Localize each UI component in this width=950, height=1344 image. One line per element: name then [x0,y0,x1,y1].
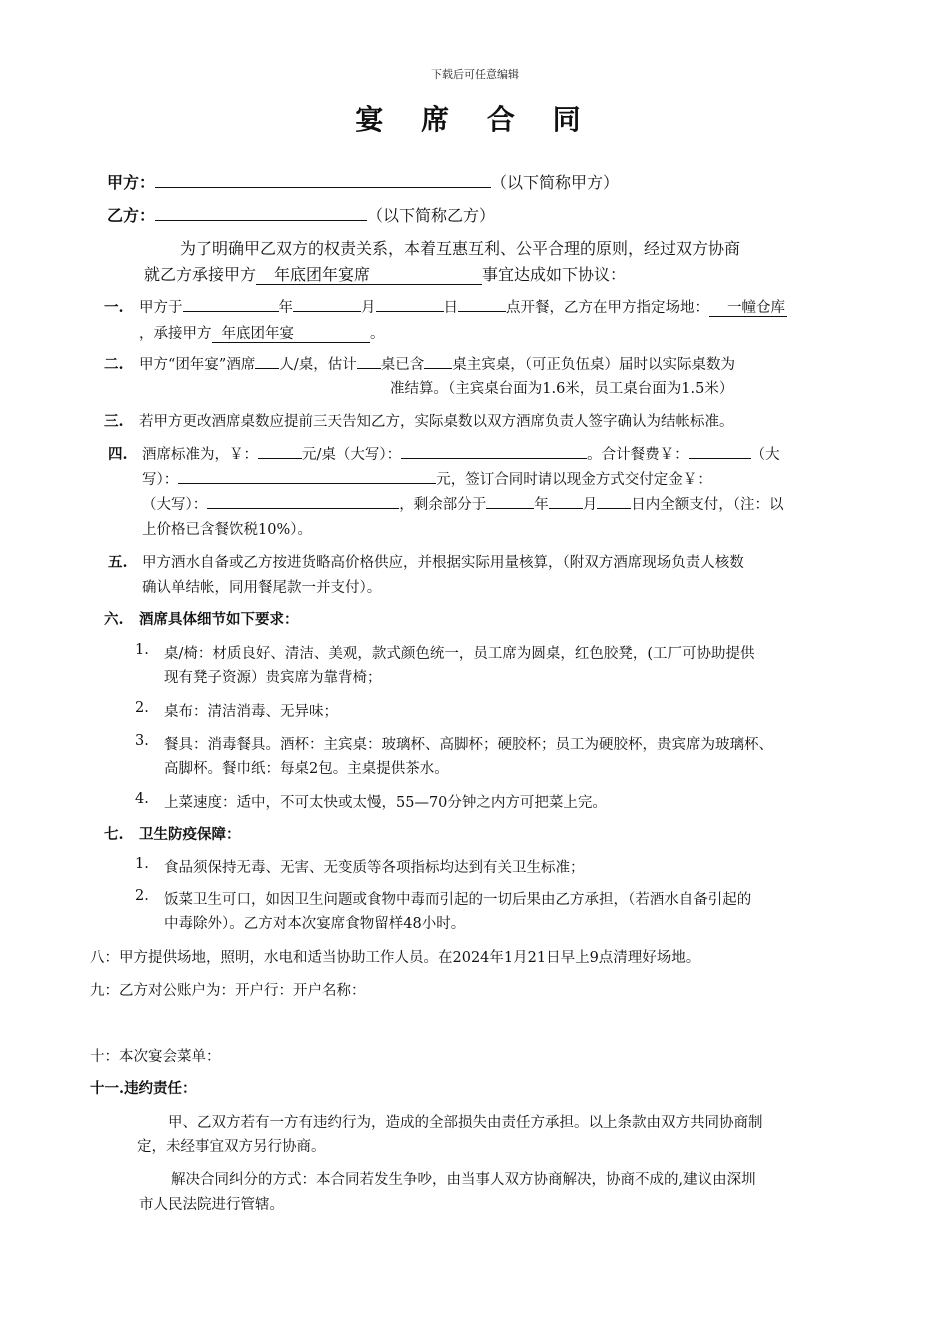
clause-1-day-blank[interactable] [376,296,444,312]
party-b-label: 乙方： [107,206,156,225]
clause-4-line-3 [142,493,784,514]
clause-6-item-1-line-2: 现有凳子资源）贵宾席为靠背椅； [164,670,382,686]
clause-3-number: 三. [104,413,124,430]
clause-6-item-2-number: 2. [135,700,149,716]
clause-4-text-l3d: 月 [582,497,598,513]
clause-1-text-b: ，承接甲方 [139,326,212,342]
clause-11-p2-line-1: 解决合同纠分的方式：本合同若发生争吵，由当事人双方协商解决，协商不成的,建议由深圳 [171,1172,756,1188]
clause-4-text-l3b: ，剩余部分于 [399,497,487,513]
clause-6-item-3-line-2: 高脚杯。餐巾纸：每桌2包。主桌提供茶水。 [164,761,449,777]
clause-1-number: 一. [104,299,124,316]
clause-4-price-words-blank[interactable] [401,443,587,459]
clause-7-number: 七. [104,826,124,843]
clause-4-total-blank[interactable] [689,443,751,459]
clause-3-text: 若甲方更改酒席桌数应提前三天告知乙方，实际桌数以双方酒席负责人签字确认为结帐标准。 [139,414,734,430]
clause-1-venue: 一幢仓库 [709,300,787,317]
party-a-blank[interactable] [155,172,491,188]
clause-1-text-c: 。 [370,326,385,342]
intro-line-2-b: 事宜达成如下协议： [482,265,627,284]
clause-1-year: 年 [278,300,293,316]
clause-4-text-l2a: 写）： [142,472,179,488]
clause-4-text-l3e: 日内全额支付，（注：以 [631,497,784,513]
clause-6-item-1-number: 1. [135,642,149,658]
clause-10-text: 十：本次宴会菜单： [90,1049,221,1065]
clause-2-text-a: 甲方“团年宴”酒席 [139,357,256,373]
clause-4-day-blank[interactable] [597,493,631,509]
clause-1-text-a: 甲方于 [139,300,183,316]
clause-5-line-2: 确认单结帐，同用餐尾款一并支付）。 [142,580,382,596]
clause-1-line-2 [139,322,385,343]
clause-4-text-a: 酒席标准为，￥： [142,447,258,463]
clause-1-month: 月 [361,300,376,316]
clause-6-item-4-number: 4. [135,791,149,807]
clause-6-heading: 酒席具体细节如下要求： [139,611,299,628]
clause-2-line-2: 准结算。（主宾桌台面为1.6米，员工桌台面为1.5米） [390,381,734,397]
party-b-line [107,203,495,226]
clause-7-item-2-line-2: 中毒除外）。乙方对本次宴席食物留样48小时。 [164,916,466,932]
intro-event: 年底团年宴席 [256,265,482,285]
clause-6-item-3-number: 3. [135,733,149,749]
intro-line-2-a: 就乙方承接甲方 [144,265,257,284]
party-a-line [107,170,619,193]
clause-4-text-b: 元/桌（大写）： [302,447,402,463]
clause-2-people-blank[interactable] [255,353,279,369]
clause-11-p1-line-2: 定，未经事宜双方另行协商。 [137,1139,326,1155]
clause-11-title [90,1077,197,1098]
clause-11-number: 十一. [90,1080,125,1097]
party-a-suffix: （以下简称甲方） [491,173,620,192]
clause-2-tables-blank[interactable] [357,353,381,369]
party-a-label: 甲方： [107,173,156,192]
clause-6-item-2-line-1: 桌布：清洁消毒、无异味； [164,704,338,720]
clause-2-main-tables-blank[interactable] [424,353,452,369]
clause-2-line-1 [139,353,735,374]
clause-6-item-1-line-1: 桌/椅：材质良好、清洁、美观，款式颜色统一，员工席为圆桌，红色胶凳，(工厂可协助提供 [164,646,755,662]
clause-1-time: 点开餐，乙方在甲方指定场地： [506,300,709,316]
clause-4-month-blank[interactable] [549,493,583,509]
clause-8-text: 八：甲方提供场地，照明，水电和适当协助工作人员。在2024年1月21日早上9点清理好场地。 [90,950,701,966]
clause-4-line-1 [142,443,780,464]
clause-2-text-b: 人/桌，估计 [279,357,357,373]
clause-7-item-2-number: 2. [135,888,149,904]
clause-4-text-l2b: 元，签订合同时请以现金方式交付定金￥： [436,472,712,488]
clause-6-item-4-line-1: 上菜速度：适中，不可太快或太慢，55—70分钟之内方可把菜上完。 [164,795,607,811]
clause-1-event: 年底团年宴 [212,326,371,343]
clause-7-item-1-number: 1. [135,856,149,872]
clause-6-number: 六. [104,611,124,628]
document-title: 宴 席 合 同 [355,103,595,136]
clause-4-text-l3a: （大写）： [142,497,208,513]
intro-line-2 [144,262,626,285]
clause-11-p1-line-1: 甲、乙双方若有一方有违约行为，造成的全部损失由责任方承担。以上条款由双方共同协商制 [168,1115,763,1131]
clause-1-time-blank[interactable] [458,296,506,312]
clause-11-heading: 违约责任： [124,1080,197,1097]
clause-4-number: 四. [108,446,128,463]
clause-1-month-blank[interactable] [293,296,361,312]
clause-7-item-2-line-1: 饭菜卫生可口，如因卫生问题或食物中毒而引起的一切后果由乙方承担，（若酒水自备引起的 [164,892,752,908]
clause-5-line-1: 甲方酒水自备或乙方按进货略高价格供应，并根据实际用量核算，（附双方酒席现场负责人核数 [142,555,744,571]
clause-4-price-blank[interactable] [258,443,302,459]
clause-7-item-1-line-1: 食品须保持无毒、无害、无变质等各项指标均达到有关卫生标准； [164,860,585,876]
party-b-suffix: （以下简称乙方） [367,206,496,225]
clause-1-year-blank[interactable] [183,296,279,312]
clause-4-year-blank[interactable] [486,493,534,509]
clause-4-total-words-blank[interactable] [178,468,436,484]
clause-4-line-4: 上价格已含餐饮税10%）。 [142,522,312,538]
party-b-blank[interactable] [155,205,367,221]
clause-6-item-3-line-1: 餐具：消毒餐具。酒杯：主宾桌：玻璃杯、高脚杯；硬胶杯；员工为硬胶杯，贵宾席为玻璃杯、 [164,737,773,753]
clause-5-number: 五. [108,554,128,571]
header-note: 下载后可任意编辑 [431,68,519,81]
clause-1-line-1 [139,296,787,317]
clause-4-text-d: （大 [750,447,780,463]
clause-2-number: 二. [104,356,124,373]
clause-11-p2-line-2: 市人民法院进行管辖。 [139,1197,284,1213]
clause-2-text-d: 桌主宾桌，（可正负伍桌）届时以实际桌数为 [452,357,735,373]
clause-4-deposit-words-blank[interactable] [207,493,399,509]
clause-9-text: 九：乙方对公账户为：开户行：开户名称： [90,983,366,999]
clause-4-text-l3c: 年 [534,497,549,513]
clause-2-text-c: 桌已含 [380,357,425,373]
clause-4-text-c: 。合计餐费￥： [587,447,689,463]
clause-7-heading: 卫生防疫保障： [139,826,241,843]
clause-1-day: 日 [443,300,458,316]
clause-4-line-2 [142,468,712,489]
intro-line-1: 为了明确甲乙双方的权责关系，本着互惠互利、公平合理的原则，经过双方协商 [180,239,741,258]
